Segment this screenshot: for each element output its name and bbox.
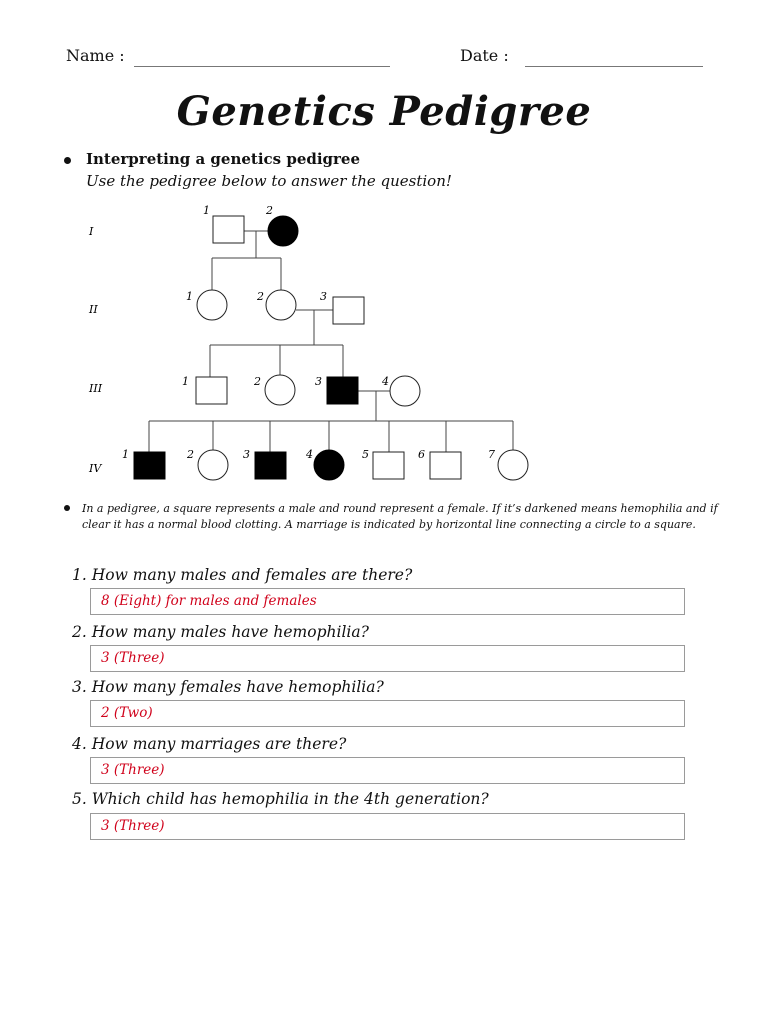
female-symbol xyxy=(266,290,296,320)
question-1: 1. How many males and females are there? xyxy=(72,566,413,584)
answer-field-2[interactable] xyxy=(90,645,685,672)
pedigree-chart xyxy=(0,195,768,495)
question-5: 5. Which child has hemophilia in the 4th generation? xyxy=(72,790,489,808)
date-label: Date : xyxy=(460,46,509,65)
individual-number: 2 xyxy=(254,375,261,388)
individual-number: 2 xyxy=(187,448,194,461)
generation-label-4: IV xyxy=(89,462,102,475)
name-field[interactable] xyxy=(134,66,390,67)
individual-number: 7 xyxy=(488,448,495,461)
female-affected-symbol xyxy=(268,216,298,246)
male-affected-symbol xyxy=(255,452,286,479)
individual-number: 3 xyxy=(320,290,327,303)
question-3: 3. How many females have hemophilia? xyxy=(72,678,384,696)
answer-field-4[interactable] xyxy=(90,757,685,784)
answer-text: 8 (Eight) for males and females xyxy=(101,593,317,609)
name-label: Name : xyxy=(66,46,125,65)
answer-field-1[interactable] xyxy=(90,588,685,615)
male-affected-symbol xyxy=(134,452,165,479)
question-2: 2. How many males have hemophilia? xyxy=(72,623,369,641)
individual-number: 3 xyxy=(243,448,250,461)
male-symbol xyxy=(333,297,364,324)
generation-label-1: I xyxy=(89,225,94,238)
generation-label-3: III xyxy=(89,382,103,395)
bullet-icon xyxy=(64,157,71,164)
female-symbol xyxy=(197,290,227,320)
individual-number: 2 xyxy=(257,290,264,303)
male-symbol xyxy=(373,452,404,479)
female-symbol xyxy=(390,376,420,406)
answer-field-5[interactable] xyxy=(90,813,685,840)
date-field[interactable] xyxy=(525,66,703,67)
female-symbol xyxy=(198,450,228,480)
individual-number: 1 xyxy=(182,375,189,388)
female-symbol xyxy=(498,450,528,480)
section-heading: Interpreting a genetics pedigree xyxy=(86,150,361,168)
individual-number: 5 xyxy=(362,448,369,461)
individual-number: 1 xyxy=(203,204,210,217)
male-symbol xyxy=(213,216,244,243)
male-symbol xyxy=(430,452,461,479)
answer-text: 3 (Three) xyxy=(101,762,165,778)
answer-field-3[interactable] xyxy=(90,700,685,727)
individual-number: 4 xyxy=(382,375,389,388)
page-title: Genetics Pedigree xyxy=(176,88,592,135)
answer-text: 2 (Two) xyxy=(101,705,153,721)
answer-text: 3 (Three) xyxy=(101,650,165,666)
individual-number: 2 xyxy=(266,204,273,217)
generation-label-2: II xyxy=(89,303,98,316)
question-4: 4. How many marriages are there? xyxy=(72,735,347,753)
individual-number: 1 xyxy=(186,290,193,303)
bullet-icon xyxy=(64,505,70,511)
individual-number: 6 xyxy=(418,448,425,461)
female-affected-symbol xyxy=(314,450,344,480)
individual-number: 3 xyxy=(315,375,322,388)
female-symbol xyxy=(265,375,295,405)
legend-note: In a pedigree, a square represents a male and round represent a female. If it’s darkened means hemophilia and if clear it has a normal blood clotting. A marriage is indicated by horizontal line connecting a circle to a square. xyxy=(82,502,718,531)
individual-number: 1 xyxy=(122,448,129,461)
male-symbol xyxy=(196,377,227,404)
section-subheading: Use the pedigree below to answer the question! xyxy=(86,172,452,190)
answer-text: 3 (Three) xyxy=(101,818,165,834)
individual-number: 4 xyxy=(306,448,313,461)
male-affected-symbol xyxy=(327,377,358,404)
